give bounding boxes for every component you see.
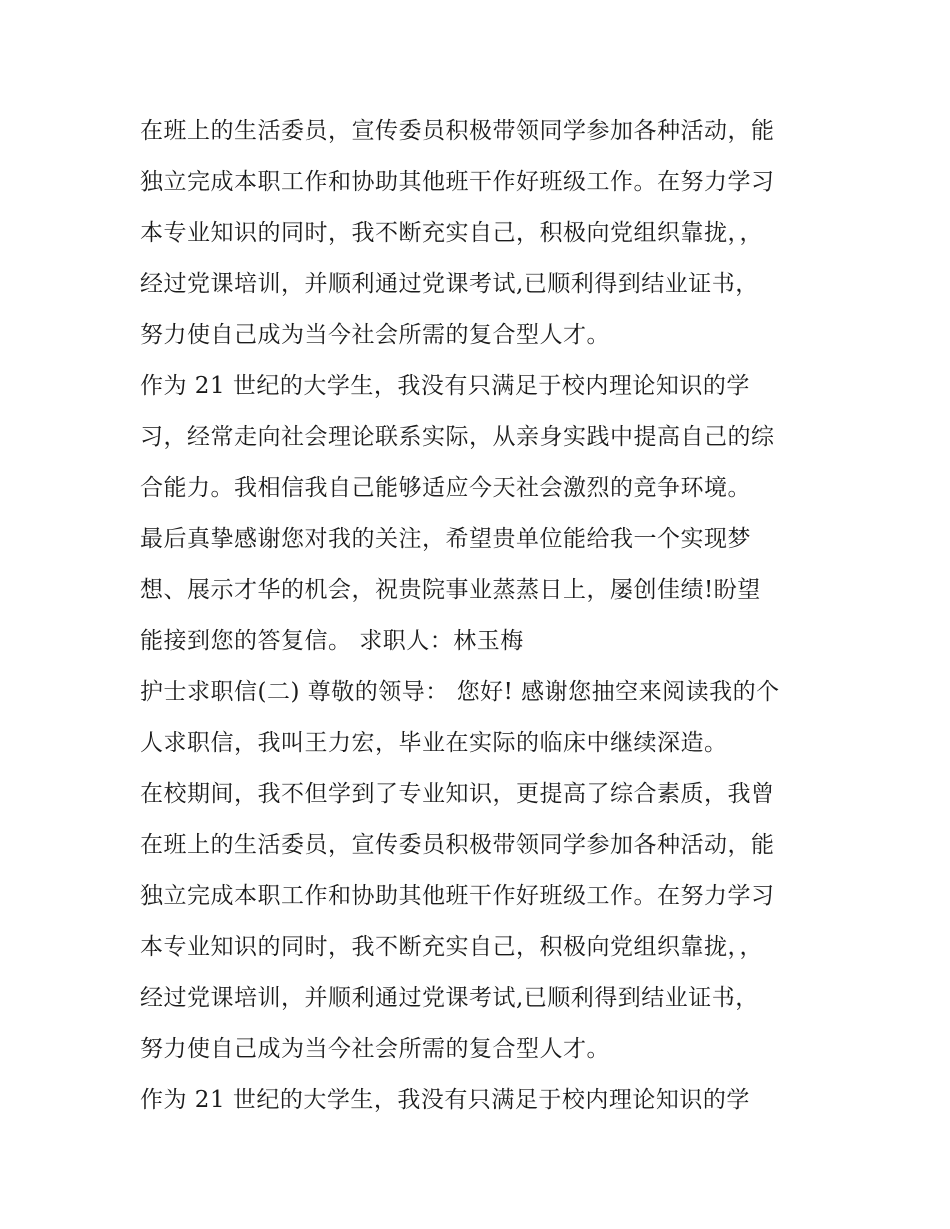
text-line: 独立完成本职工作和协助其他班干作好班级工作。在努力学习 — [140, 883, 775, 909]
text-line: 本专业知识的同时，我不断充实自己，积极向党组织靠拢，， — [140, 934, 763, 960]
text-line: 经过党课培训，并顺利通过党课考试,已顺利得到结业证书， — [140, 271, 759, 297]
text-line: 在班上的生活委员，宣传委员积极带领同学参加各种活动，能 — [140, 832, 775, 858]
text-line: 在班上的生活委员，宣传委员积极带领同学参加各种活动，能 — [140, 118, 775, 144]
text-line: 努力使自己成为当今社会所需的复合型人才。 — [140, 322, 610, 348]
text-line: 在校期间，我不但学到了专业知识，更提高了综合素质，我曾 — [140, 781, 775, 807]
text-line: 作为 21 世纪的大学生，我没有只满足于校内理论知识的学 — [140, 1087, 750, 1113]
body-text — [140, 108, 830, 1128]
signature-line: 能接到您的答复信。 求职人：林玉梅 — [140, 628, 524, 654]
text-line: 独立完成本职工作和协助其他班干作好班级工作。在努力学习 — [140, 169, 775, 195]
text-line: 习，经常走向社会理论联系实际，从亲身实践中提高自己的综 — [140, 424, 775, 450]
text-line: 合能力。我相信我自己能够适应今天社会激烈的竞争环境。 — [140, 475, 751, 501]
text-line: 努力使自己成为当今社会所需的复合型人才。 — [140, 1036, 610, 1062]
text-line: 最后真挚感谢您对我的关注，希望贵单位能给我一个实现梦 — [140, 526, 751, 552]
section-heading-line: 护士求职信(二) 尊敬的领导： 您好! 感谢您抽空来阅读我的个 — [140, 679, 780, 705]
text-line: 作为 21 世纪的大学生，我没有只满足于校内理论知识的学 — [140, 373, 750, 399]
text-line: 想、展示才华的机会，祝贵院事业蒸蒸日上，屡创佳绩!盼望 — [140, 577, 761, 603]
text-line: 经过党课培训，并顺利通过党课考试,已顺利得到结业证书， — [140, 985, 759, 1011]
text-line: 本专业知识的同时，我不断充实自己，积极向党组织靠拢，， — [140, 220, 763, 246]
text-line: 人求职信，我叫王力宏，毕业在实际的临床中继续深造。 — [140, 730, 728, 756]
